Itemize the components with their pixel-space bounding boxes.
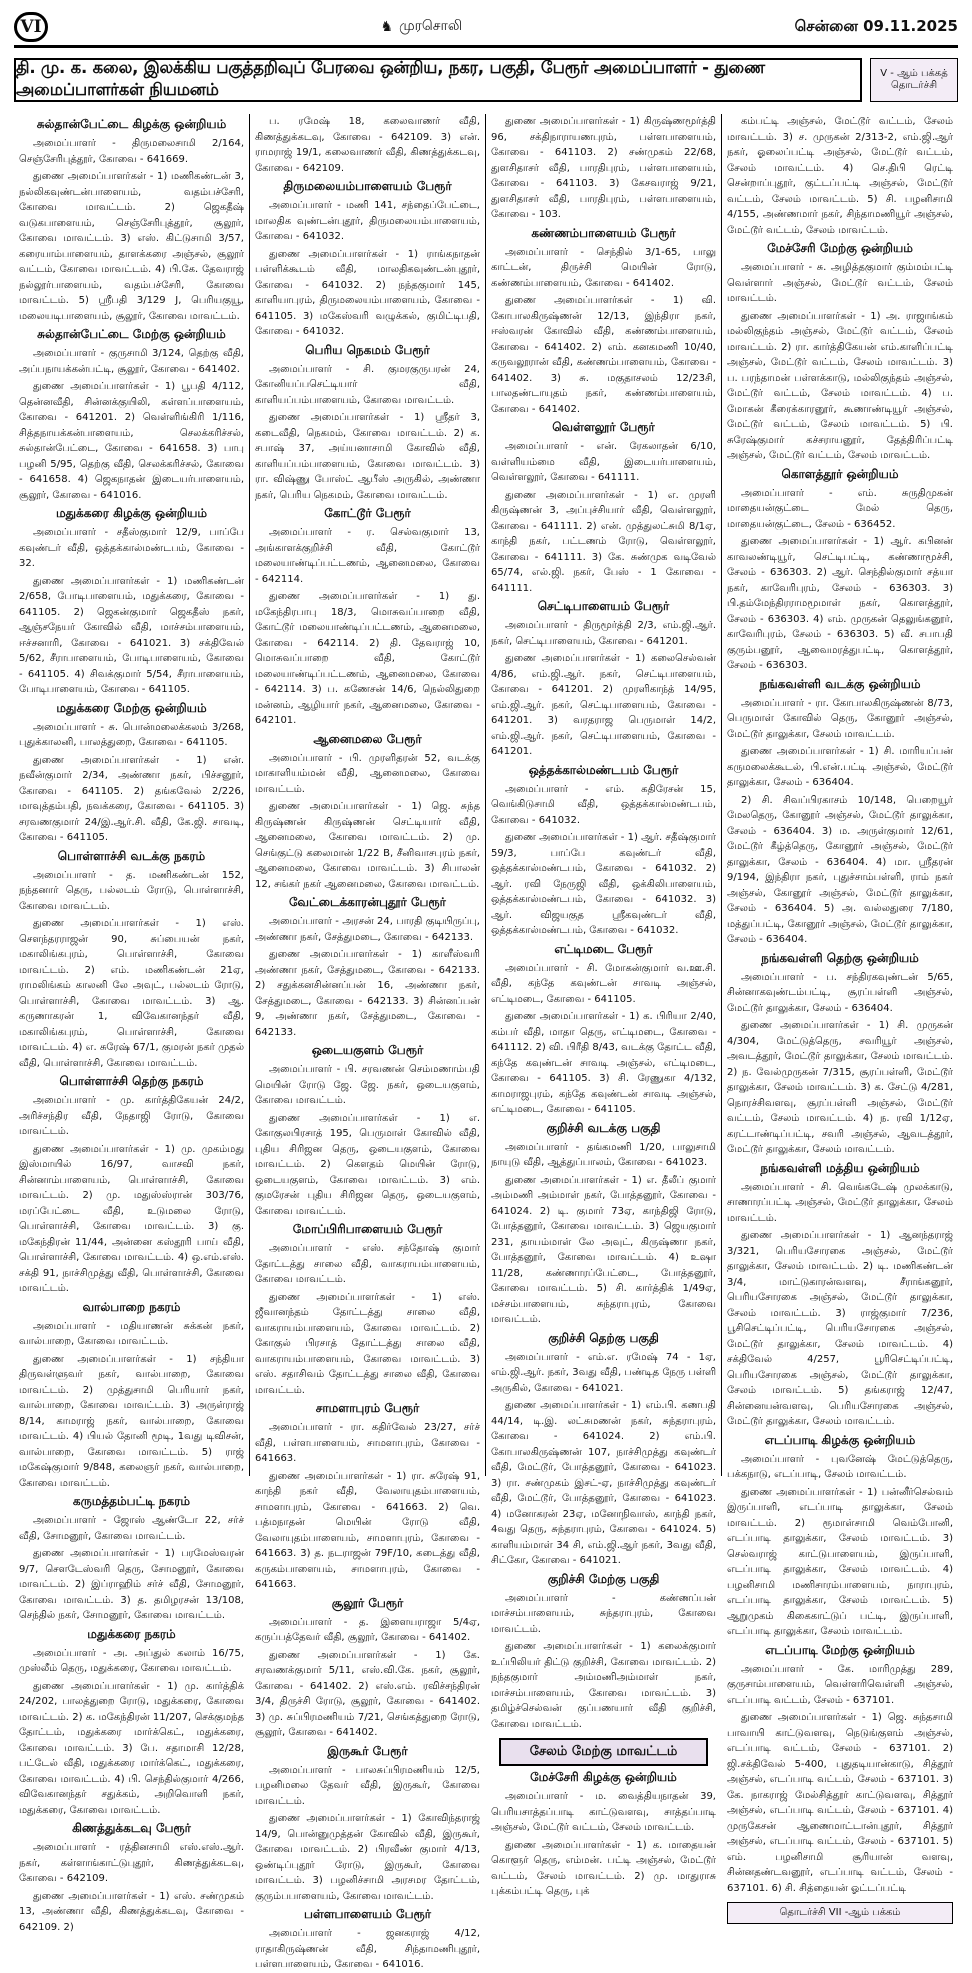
appointment-section xyxy=(491,114,716,223)
appointment-paragraph: துணை அமைப்பாளர்கள் - 1) எம்.பி. கணபதி 44/14, டி.இ. லட்சுமணன் நகர், சுந்தராபுரம், கோவை - 641024. 2) எம்.பி. கோபாலகிருஷ்ணன் 107, நாச்சிமுத்து கவுண்டர் வீதி, மேட்டூர், போத்தனூர், கோவை - 641023. 3) ரா. சண்முகம் இசட்-ஏ, நாச்சிமுத்து கவுண்டர் வீதி, மேட்டூர், போத்தனூர், கோவை - 641023. 4) மனோகரன் 23ஏ, மனோநிவாஸ், காந்தி நகர், 4வது தெரு, சுந்தராபுரம், கோவை - 641024. 5) காளியம்மாள் 34 சி, எம்.ஜி.ஆர் நகர், 3வது வீதி, சிட்கோ, கோவை - 641021. xyxy=(491,1400,716,1566)
appointment-section xyxy=(19,1074,244,1297)
appointment-paragraph: அமைப்பாளர் - ப. சந்திரகவுண்டன் 5/65, சின்னாகவுண்டம்பட்டி, சூரப்பள்ளி அஞ்சல், மேட்டூர் தாலுக்கா, சேலம் - 636404. xyxy=(727,971,953,1014)
appointment-paragraph: துணை அமைப்பாளர்கள் - 1) ஆர். கபினன் காவலண்டியூர், செட்டிபட்டி, கண்ணாமூச்சி, சேலம் - 636303. 2) ஆர். செந்தில்குமார் சத்யா நகர், காவேரிபுரம், சேலம் - 636303. 3) பி.தம்மேந்திரராமமூமாள் நகர், கொளத்தூர், சேலம் - 636303. 4) எம். முருகன் தெலுங்கனூர், காவேரிபுரம், சேலம் - 636303. 5) வீ. சபாபதி குரும்பனூர், ஆவைமரத்துபட்டி, கொளத்தூர், சேலம் - 636303. xyxy=(727,536,953,671)
appointment-section xyxy=(727,951,953,1158)
headline-title: தி. மு. க. கலை, இலக்கிய பகுத்தறிவுப் பேரவை ஒன்றிய, நகர, பகுதி, பேரூர் அமைப்பாளர் - துணை அமைப்பாளர்கள் நியமனம் xyxy=(14,58,862,102)
appointment-section xyxy=(19,1821,244,1935)
appointment-paragraph: துணை அமைப்பாளர்கள் - 1) கே. சரவணக்குமார் 5/11, எஸ்.வி.கே. நகர், சூலூர், கோவை - 641402. 2) எஸ்.எம். ரவிச்சந்திரன் 3/4, திருச்சி ரோடு, சூலூர், கோவை - 641402. 3) மு. சுப்பிரமணியம் 7/21, செங்கத்துறை ரோடு, சூலூர், கோவை - 641402. xyxy=(255,1649,480,1738)
appointment-paragraph: துணை அமைப்பாளர்கள் - 1) கோவிந்தராஜ் 14/9, பொன்னுமுத்தன் கோவில் வீதி, இருகூர், கோவை மாவட்டம். 2) பிரவீண் குமார் 4/13, ஒண்டிப்புதூர் ரோடு, இருகூர், கோவை மாவட்டம். 3) பழனிச்சாமி அரசமர தோட்டம், குரும்பபாளையம், கோவை மாவட்டம். xyxy=(255,1813,480,1902)
masthead xyxy=(14,8,958,48)
column-4 xyxy=(722,114,958,1918)
appointment-paragraph: அமைப்பாளர் - பி. முரளிதரன் 52, வடக்கு மாகாளியம்மன் வீதி, ஆனைமலை, கோவை மாவட்டம். xyxy=(255,752,480,795)
appointment-paragraph: அமைப்பாளர் - புவனேஷ் மேட்டுத்தெரு, பக்கநாடு, எடப்பாடி, சேலம் மாவட்டம். xyxy=(727,1453,953,1480)
section-heading: வேட்டைக்காரன்புதூர் பேரூர் xyxy=(289,895,446,909)
appointment-section xyxy=(255,895,480,1040)
appointment-paragraph: துணை அமைப்பாளர்கள் - 1) மு. கார்த்திக் 24/202, பாலத்துறை ரோடு, மதுக்கரை, கோவை மாவட்டம். 2) க. மகேந்திரன் 11/207, செக்குமந்த தோட்டம், மதுக்கரை மார்க்கெட், மதுக்கரை, கோவை மாவட்டம். 3) பே. சதாமாசி 12/28, பட்டேல் வீதி, மதுக்கரை மார்க்கெட், மதுக்கரை, கோவை மாவட்டம். 4) பி. செந்தில்குமார் 4/266, விவேகானந்தர் சதுக்கம், அறிவொளி நகர், மதுக்கரை, கோவை மாவட்டம். xyxy=(19,1680,244,1816)
section-heading: கருமத்தம்பட்டி நகரம் xyxy=(72,1494,191,1508)
appointment-section xyxy=(255,179,480,340)
appointment-section xyxy=(491,1121,716,1328)
appointment-paragraph: துணை அமைப்பாளர்கள் - 1) கிருஷ்ணமூர்த்தி 96, சக்திநாராயணபுரம், பள்ளபாளையம், கோவை - 641103. 2) சண்முகம் 22/68, துளசிதாசர் வீதி, பாரதிபுரம், பள்ளபாளையம், கோவை - 641103. 3) கேசவராஜ் 9/21, துளசிதாசர் வீதி, பாரதிபுரம், பள்ளபாளையம், கோவை - 103. xyxy=(491,116,716,220)
appointment-section xyxy=(491,599,716,760)
appointment-paragraph: துணை அமைப்பாளர்கள் - 1) என். நவீன்குமார் 2/34, அண்ணா நகர், பிச்சனூர், கோவை - 641105. 2) தங்கவேல் 2/226, மாவுத்தம்பதி, நவக்கரை, கோவை - 641105. 3) சரவணகுமார் 24/இ.ஆர்.சி. வீதி, கே.ஜி. சாவடி, கோவை - 641105. xyxy=(19,754,244,843)
appointment-paragraph: துணை அமைப்பாளர்கள் - 1) மணிகண்டன் 2/658, போடிபாளையம், மதுக்கரை, கோவை - 641105. 2) ஜெகன்குமார் ஜெகதீஸ் நகர், ஆஞ்சநேயர் கோவில் வீதி, மாச்சம்பாளையம், ஈச்சனாரி, கோவை - 641021. 3) சக்திவேல் 5/62, சீராபாளையம், போடிபாளையம், கோவை - 641105. 4) சிவக்குமார் 5/54, சீராபாளையம், போடிபாளையம், கோவை - 641105. xyxy=(19,575,244,695)
paper-title: முரசொலி xyxy=(399,17,463,34)
appointment-paragraph: துணை அமைப்பாளர்கள் - 1) ஜெ. சுந்தசாமி பாவாயி காட்டுவளவு, நெடுங்குளம் அஞ்சல், எடப்பாடி வட்டம், சேலம் - 637101. 2) ஜி.சக்திவேல் 5-400, புதுதடியான்காடு, சித்தூர் அஞ்சல், எடப்பாடி வட்டம், சேலம் - 637101. 3) கே. நாகராஜ் மேல்சித்தூர் காட்டுவளவு, சித்தூர் அஞ்சல், எடப்பாடி வட்டம், சேலம் - 637101. 4) முருகேசன் ஆணைமாட்டான்புதூர், சித்தூர் அஞ்சல், எடப்பாடி வட்டம், சேலம் - 637101. 5) எம். பழனிசாமி சூரியான் வளவு, சின்னதண்டவனூர், எடப்பாடி வட்டம், சேலம் - 637101. 6) சி. சித்தையன் ஓட்டப்பட்டி xyxy=(727,1712,953,1894)
appointment-paragraph: அமைப்பாளர் - மணி 141, சந்தைப்பேட்டை, மாலதிக வுண்டன்புதூர், திருமலையம்பாளையம், கோவை - 641032. xyxy=(255,200,480,242)
paper-logo-icon: ♞ xyxy=(380,18,394,35)
appointment-paragraph: அமைப்பாளர் - எஸ். சந்தோஷ் குமார் தோட்டத்து சாலை வீதி, வாகராயம்பாளையம், கோவை மாவட்டம். xyxy=(255,1243,480,1285)
appointment-section xyxy=(491,1770,716,1900)
section-heading: சுல்தான்பேட்டை மேற்கு ஒன்றியம் xyxy=(37,327,226,341)
appointment-section xyxy=(491,942,716,1118)
appointment-paragraph: துணை அமைப்பாளர்கள் - 1) ஆனந்தராஜ் 3/321, பெரியசோரகை அஞ்சல், மேட்டூர் தாலுக்கா, சேலம் மாவட்டம். 2) டி. மணிகண்டன் 3/4, மாட்டுகாரன்வளவு, சீராங்கனூர், பெரியசோரகை அஞ்சல், மேட்டூர் தாலுக்கா, சேலம் மாவட்டம். 3) ராஜ்குமார் 7/236, பூசிசெட்டிப்பட்டி, பெரியசோரகை அஞ்சல், மேட்டூர் தாலுக்கா, சேலம் மாவட்டம். 4) சக்திவேல் 4/257, பூரிசெட்டிப்பட்டி, பெரியசோரகை அஞ்சல், மேட்டூர் தாலுக்கா, சேலம் மாவட்டம். 5) தங்கராஜ் 12/47, சின்னையன்வளவு, பெரியசோரகை அஞ்சல், மேட்டூர் தாலுக்கா, சேலம் மாவட்டம். xyxy=(727,1230,953,1427)
headline-row xyxy=(14,54,958,106)
appointment-paragraph: அமைப்பாளர் - ம. வைத்தியநாதன் 39, பெரியசாத்தப்பாடி காட்டுவளவு, சாத்தப்பாடி அஞ்சல், மேட்டூர் வட்டம், சேலம் மாவட்டம். xyxy=(491,1791,716,1833)
section-heading: இருகூர் பேரூர் xyxy=(327,1743,408,1758)
appointment-section xyxy=(255,1401,480,1593)
appointment-paragraph: அமைப்பாளர் - சு. பொன்மலைக்கலம் 3/268, புதுக்காலனி, பாலத்துறை, கோவை - 641105. xyxy=(19,721,244,748)
appointment-paragraph: 2) சி. சிவப்பிரகாசம் 10/148, பெறையூர் மேலதெரு, கோனூர் அஞ்சல், மேட்டூர் தாலுக்கா, சேலம் - 636404. 3) ம. அருள்குமார் 12/61, மேட்டூர் கீழ்த்தெரு, கோனூர் அஞ்சல், மேட்டூர் தாலுக்கா, சேலம் - 636404. 4) மா. ஸ்ரீதரன் 9/194, இந்திரா நகர், புதுச்சாம்பள்ளி, ராம் நகர் அஞ்சல், கோனூர் அஞ்சல், மேட்டூர் தாலுக்கா, சேலம் - 636404. 5) அ. வல்லதுரை 7/180, மத்துப்பட்டி, கோனூர் அஞ்சல், மேட்டூர் தாலுக்கா, சேலம் - 636404. xyxy=(727,794,953,945)
appointment-section xyxy=(727,467,953,674)
section-heading: ஆனைமலை பேரூர் xyxy=(313,731,422,746)
appointment-section xyxy=(19,1627,244,1819)
continuation-line-1: V - ஆம் பக்கத் xyxy=(880,68,948,79)
section-heading: மேச்சேரி கிழக்கு ஒன்றியம் xyxy=(530,1770,677,1784)
continuation-footer: தொடர்ச்சி VII -ஆம் பக்கம் xyxy=(727,1902,953,1924)
appointment-paragraph: துணை அமைப்பாளர்கள் - 1) க. பிரியா 2/40, கம்பர் வீதி, மாதா தெரு, எட்டிமடை, கோவை - 641112. 2) வி. பிரீதி 8/43, வடக்கு தோட்ட வீதி, கந்தே கவுண்டன் சாவடி அஞ்சல், எட்டிமடை, கோவை - 641105. 3) சி. ரேணுகா 4/132, காமராஜபுரம், கந்தே கவுண்டன் சாவடி அஞ்சல், எட்டிமடை, கோவை - 641105. xyxy=(491,1011,716,1115)
section-heading: மதுக்கரை நகரம் xyxy=(87,1626,176,1641)
appointment-paragraph: அமைப்பாளர் - செந்தில் 3/1-65, பாலு காட்டன், திருச்சி மெயின் ரோடு, கண்ணம்பாளையம், கோவை - 641402. xyxy=(491,246,716,289)
section-heading: நங்கவள்ளி வடக்கு ஒன்றியம் xyxy=(759,676,921,691)
appointment-paragraph: அமைப்பாளர் - ஜனகராஜ் 4/12, ராதாகிருஷ்ணன் வீதி, சிந்தாமணிபுதூர், பள்ளபாளையம், கோவை - 641016. xyxy=(255,1928,480,1970)
appointment-paragraph: துணை அமைப்பாளர்கள் - 1) எஸ். ஜீவானந்தம் தோட்டத்து சாலை வீதி, வாகராயம்பாளையம், கோவை மாவட்டம். 2) கோகுல் பிரசாத் தோட்டத்து சாலை வீதி, வாகராயம்பாளையம், கோவை மாவட்டம். 3) எஸ். சதாசிவம் தோட்டத்து சாலை வீதி, கோவை மாவட்டம். xyxy=(255,1291,480,1396)
appointment-section xyxy=(19,327,244,503)
appointment-section xyxy=(255,343,480,504)
appointment-paragraph: துணை அமைப்பாளர்கள் - 1) மணிகண்டன் 3, நல்லிகவுண்டன்பாளையம், வதம்பச்சேரி, கோவை மாவட்டம். 2) ஜெகதீஷ் வடுகபாளையம், செஞ்சேரிபுத்தூர், சூலூர், கோவை மாவட்டம். 3) எஸ். கிட்டுசாமி 3/57, கரையாம்பாளையம், தாளக்கரை அஞ்சல், சூலூர் வட்டம், கோவை மாவட்டம். 4) பி.கே. தேவராஜ் நல்லூர்பாளையம், வதம்பச்சேரி, கோவை மாவட்டம். 5) ஸ்ரீபதி 3/129 J, பெரியகுயூ, மலையடிபாளையம், சூலூர், கோவை மாவட்டம். xyxy=(19,171,244,322)
appointment-paragraph: அமைப்பாளர் - அ. அப்துல் கலாம் 16/75, முஸ்லீம் தெரு, மதுக்கரை, கோவை மாவட்டம். xyxy=(19,1647,244,1674)
appointment-section xyxy=(19,1300,244,1492)
appointment-section xyxy=(19,506,244,698)
appointment-paragraph: துணை அமைப்பாளர்கள் - 1) காளீஸ்வரி அண்ணா நகர், சேத்துமடை, கோவை - 642133. 2) சதுக்கனசின்னப்பன் 16, அண்ணா நகர், சேத்துமடை, கோவை - 642133. 3) சின்னப்பன் 9, அண்ணா நகர், சேத்துமடை, கோவை - 642133. xyxy=(255,949,480,1038)
section-heading: பொள்ளாச்சி தெற்கு நகரம் xyxy=(59,1074,204,1088)
appointment-paragraph: துணை அமைப்பாளர்கள் - 1) ஜெ. சுந்த கிருஷ்ணன் கிருஷ்ணன் செட்டியார் வீதி, ஆனைமலை, கோவை மாவட்டம். 2) மு. செங்குட்டு கலைமான் 1/22 B, சீனிவாசபுரம் நகர், ஆனைமலை, கோவை மாவட்டம். 3) சிபாலன் 12, சங்கர் நகர் ஆனைமலை, கோவை மாவட்டம். xyxy=(255,801,480,890)
section-heading: பள்ளபாளையம் பேரூர் xyxy=(303,1907,432,1921)
section-heading: குறிச்சி மேற்கு பகுதி xyxy=(547,1571,660,1586)
section-heading: மதுக்கரை கிழக்கு ஒன்றியம் xyxy=(55,506,208,520)
section-heading: மதுக்கரை மேற்கு ஒன்றியம் xyxy=(56,700,207,715)
section-heading: ஒடையகுளம் பேரூர் xyxy=(311,1043,424,1057)
appointment-paragraph: அமைப்பாளர் - கே. மாரிமுத்து 289, குருசாம்பாளையம், வெள்ளரிவெள்ளி அஞ்சல், எடப்பாடி வட்டம், சேலம் - 637101. xyxy=(727,1663,953,1706)
appointment-section xyxy=(255,1043,480,1219)
section-heading: கிணத்துக்கடவு பேரூர் xyxy=(72,1821,191,1835)
appointment-paragraph: ப. ரமேஷ் 18, கலைவாணர் வீதி, கிணத்துக்கடவு, கோவை - 642109. 3) என். ராமராஜ் 19/1, கலைவாணர் வீதி, கிணத்துக்கடவு, கோவை - 642109. xyxy=(255,116,480,174)
appointment-paragraph: அமைப்பாளர் - தங்கமணி 1/20, பாலுசாமி நாயுடு வீதி, ஆத்துப்பாலம், கோவை - 641023. xyxy=(491,1141,716,1168)
section-heading: எட்டிமடை பேரூர் xyxy=(554,941,653,956)
appointment-section xyxy=(727,677,953,948)
appointment-paragraph: துணை அமைப்பாளர்கள் - 1) க. மாதையன் கொளூர் தெரு, எம்மன். பட்டி அஞ்சல், மேட்டூர் வட்டம், சேலம் மாவட்டம். 2) மு. மாதுராசு புக்கம்பட்டி தெரு, புக் xyxy=(491,1839,716,1897)
section-heading: கண்ணம்பாளையம் பேரூர் xyxy=(531,225,676,240)
section-heading: எடப்பாடி மேற்கு ஒன்றியம் xyxy=(765,1642,915,1657)
appointment-section xyxy=(727,114,953,238)
appointment-section xyxy=(19,1494,244,1624)
appointment-paragraph: கம்பட்டி அஞ்சல், மேட்டூர் வட்டம், சேலம் மாவட்டம். 3) ச. முருகன் 2/313-2, எம்.ஜி.ஆர் நகர், ஓலைப்பட்டி அஞ்சல், மேட்டூர் வட்டம், சேலம் மாவட்டம். 4) செ.திபி ரெட்டி சென்றாப்புதூர், குட்டப்பட்டி அஞ்சல், மேட்டூர் வட்டம், சேலம் மாவட்டம். 5) சி. பழனிசாமி 4/155, அண்ணமார் நகர், சிந்தாமணியூர் அஞ்சல், மேட்டூர் வட்டம், சேலம் மாவட்டம். xyxy=(727,116,953,236)
appointment-section xyxy=(491,420,716,596)
section-heading: வால்பாறை நகரம் xyxy=(82,1299,181,1314)
appointment-paragraph: அமைப்பாளர் - ரா. கோபாலகிருஷ்ணன் 8/73, பெருமாள் கோவில் தெரு, கோனூர் அஞ்சல், மேட்டூர் தாலுக்கா, சேலம் மாவட்டம். xyxy=(727,697,953,740)
appointment-paragraph: துணை அமைப்பாளர்கள் - 1) அ. ராஜாங்கம் மல்லிகுந்தம் அஞ்சல், மேட்டூர் வட்டம், சேலம் மாவட்டம். 2) ரா. கார்த்திகேயன் எம்.காளிப்பட்டி அஞ்சல், மேட்டூர் வட்டம், சேலம் மாவட்டம். 3) ப. பரந்தாமன் பள்ளக்காடு, மல்லிகுந்தம் அஞ்சல், மேட்டூர் வட்டம், சேலம் மாவட்டம். 4) ப. மோகன் கீரைக்காரனூர், கூணாண்டியூர் அஞ்சல், மேட்டூர் வட்டம், சேலம் மாவட்டம். 5) பி. சுரேஷ்குமார் கச்சராயனூர், தேத்திரிப்பட்டி அஞ்சல், மேட்டூர் வட்டம், சேலம் மாவட்டம். xyxy=(727,310,953,461)
appointment-paragraph: துணை அமைப்பாளர்கள் - 1) பூபதி 4/112, தென்னவீதி, சின்னக்குயிலி, கள்ளப்பாளையம், கோவை - 641201. 2) வெள்ளிங்கிரி 1/116, சித்தநாயக்கன்பாளையம், செலக்கரிச்சல், சுல்தான்பேட்டை, கோவை - 641658. 3) பாபு பழனி 5/95, தெற்கு வீதி, செலக்கரிச்சல், கோவை - 641658. 4) ஜெகநாதன் இடையர்பாளையம், சூலூர், கோவை - 641016. xyxy=(19,381,244,501)
appointment-paragraph: அமைப்பாளர் - பாலசுப்பிரமணியம் 12/5, பழனிமலை தேவர் வீதி, இருகூர், கோவை மாவட்டம். xyxy=(255,1764,480,1807)
appointment-paragraph: துணை அமைப்பாளர்கள் - 1) ஸ்ரீதர் 3, கடைவீதி, நெகமம், கோவை மாவட்டம். 2) க. சபாஷ் 37, அய்யனாசாமி கோவில் வீதி, காளியப்பம்பாளையம், கோவை மாவட்டம். 3) ரா. விஷ்ணு போஸ்ட் ஆபீஸ் அருகில், அண்ணா நகர், பெரிய நெகமம், கோவை மாவட்டம். xyxy=(255,412,480,501)
appointment-section xyxy=(19,849,244,1072)
appointment-section xyxy=(19,117,244,324)
section-heading: எடப்பாடி கிழக்கு ஒன்றியம் xyxy=(764,1432,916,1447)
appointment-paragraph: அமைப்பாளர் - கண்ணப்பன் மாச்சம்பாளையம், சுந்தராபுரம், கோவை மாவட்டம். xyxy=(491,1592,716,1635)
appointment-paragraph: அமைப்பாளர் - மதியாணன் சுக்கன் நகர், வால்பாறை, கோவை மாவட்டம். xyxy=(19,1320,244,1347)
page-number-badge: VI xyxy=(14,12,48,42)
column-1 xyxy=(14,114,250,1933)
section-heading: சூலூர் பேரூர் xyxy=(331,1595,404,1610)
appointment-paragraph: துணை அமைப்பாளர்கள் - 1) கலைசெல்வன் 4/86, எம்.ஜி.ஆர். நகர், செட்டிபாளையம், கோவை - 641201. 2) முரளிகாந்த் 14/95, எம்.ஜி.ஆர். நகர், செட்டிபாளையம், கோவை - 641201. 3) வரதராஜ பெருமாள் 14/2, எம்.ஜி.ஆர். நகர், செட்டிபாளையம், கோவை - 641201. xyxy=(491,653,716,757)
appointment-paragraph: துணை அமைப்பாளர்கள் - 1) மு. முகம்மது இஸ்மாயில் 16/97, வாசவி நகர், சின்னாம்பாளையம், பொள்ளாச்சி, கோவை மாவட்டம். 2) மு. மதுஸ்ஸ்ரான் 303/76, மரப்பேட்டை வீதி, உடுமலை ரோடு, பொள்ளாச்சி, கோவை மாவட்டம். 3) கு. மகேந்திரன் 11/44, அன்னை கஸ்தூரி பாய் வீதி, பொள்ளாச்சி, கோவை மாவட்டம். 4) ஒ.எம்.எஸ். சக்தி 91, நாச்சிமுத்து வீதி, பொள்ளாச்சி, கோவை மாவட்டம். xyxy=(19,1143,244,1294)
section-heading: நங்கவள்ளி தெற்கு ஒன்றியம் xyxy=(761,950,919,965)
section-heading: செட்டிபாளையம் பேரூர் xyxy=(537,599,670,613)
appointment-paragraph: அமைப்பாளர் - திருமூர்த்தி 2/3, எம்.ஜி.ஆர். நகர், செட்டிபாளையம், கோவை - 641201. xyxy=(491,620,716,647)
appointment-paragraph: அமைப்பாளர் - அரசன் 24, பாரதி குடியிருப்பு, அண்ணா நகர், சேத்துமடை, கோவை - 642133. xyxy=(255,916,480,943)
appointment-section xyxy=(491,763,716,939)
section-heading: பெரிய நெகமம் பேரூர் xyxy=(305,342,430,357)
appointment-paragraph: அமைப்பாளர் - சு. அழித்தகுமார் கும்மம்பட்டி வெள்ளார் அஞ்சல், மேட்டூர் வட்டம், சேலம் மாவட்டம். xyxy=(727,262,953,304)
appointment-section xyxy=(19,701,244,846)
appointment-paragraph: துணை அமைப்பாளர்கள் - 1) து. மகேந்திரபாபு 18/3, மொசுவப்பாறை வீதி, கோட்டூர் மலையாண்டிப்பட்டணம், ஆனைமலை, கோவை - 642114. 2) தி. தேவராஜ் 10, மொசுவப்பாறை வீதி, கோட்டூர் மலையாண்டிப்பட்டணம், ஆனைமலை, கோவை - 642114. 3) ப. கணேசன் 14/6, நெல்லிதுறை மன்னம், ஆழியார் நகர், ஆனைமலை, கோவை - 642101. xyxy=(255,591,480,726)
appointment-paragraph: அமைப்பாளர் - எம். சுருதிமுகன் மாதையன்குட்டை மேல் தெரு, மாதையன்குட்டை, சேலம் - 636452. xyxy=(727,487,953,530)
section-heading: கொளத்தூர் ஒன்றியம் xyxy=(781,466,899,481)
article-columns xyxy=(14,114,958,1970)
appointment-paragraph: துணை அமைப்பாளர்கள் - 1) சி. முருகன் 4/304, மேட்டுத்தெரு, சவரியூர் அஞ்சல், அவடத்தூர், மேட்டூர் தாலுக்கா, சேலம் மாவட்டம். 2) ந. வேல்முருகன் 7/315, சூரப்பள்ளி, மேட்டூர் தாலுக்கா, சேலம் மாவட்டம். 3) க. சேட்டு 4/281, நொரச்சிவளவு, சூரப்பள்ளி அஞ்சல், மேட்டூர் வட்டம், சேலம் மாவட்டம். 4) ந. ரவி 1/12ஏ, கரட்டாண்டிப்பட்டி, சவரி அஞ்சல், ஆவடத்தூர், மேட்டூர் தாலுக்கா, சேலம் மாவட்டம். xyxy=(727,1020,953,1155)
appointment-paragraph: துணை அமைப்பாளர்கள் - 1) எஸ். சண்முகம் 13, அண்ணா வீதி, கிணத்துக்கடவு, கோவை - 642109. 2) xyxy=(19,1890,244,1933)
section-heading: சாமளாபுரம் பேரூர் xyxy=(315,1401,420,1415)
appointment-section xyxy=(727,1161,953,1430)
section-heading: ஒத்தக்கால்மண்டபம் பேரூர் xyxy=(528,762,679,777)
appointment-paragraph: அமைப்பாளர் - த. இளையராஜா 5/4ஏ, கருப்பத்தேவர் வீதி, சூலூர், கோவை - 641402. xyxy=(255,1616,480,1643)
appointment-section xyxy=(255,1596,480,1741)
appointment-paragraph: அமைப்பாளர் - சதீஸ்குமார் 12/9, பாப்பே கவுண்டர் வீதி, ஒத்தக்கால்மண்டபம், கோவை - 32. xyxy=(19,527,244,569)
appointment-paragraph: அமைப்பாளர் - திருமலைசாமி 2/164, செஞ்சேரிபுத்தூர், கோவை - 641669. xyxy=(19,138,244,165)
column-3 xyxy=(486,114,722,1897)
district-heading-box: சேலம் மேற்கு மாவட்டம் xyxy=(499,1738,708,1766)
appointment-paragraph: அமைப்பாளர் - மு. கார்த்திகேயன் 24/2, அரிச்சந்திர வீதி, நேதாஜி ரோடு, கோவை மாவட்டம். xyxy=(19,1095,244,1137)
appointment-section xyxy=(255,506,480,729)
appointment-section xyxy=(727,1433,953,1640)
continuation-note xyxy=(870,58,958,102)
appointment-paragraph: அமைப்பாளர் - ஜோஸ் ஆண்டோ 22, சர்ச் வீதி, சோமனூர், கோவை மாவட்டம். xyxy=(19,1515,244,1542)
appointment-paragraph: துணை அமைப்பாளர்கள் - 1) ராங்கநாதன் பள்ளிக்கூடம் வீதி, மாலதிகவுண்டன்புதூர், கோவை - 641032. 2) நந்தகுமார் 145, காளியாபுரம், திருமலையம்பாளையம், கோவை - 641105. 3) மகேஸ்வரி வழுக்கல், குமிட்டிபதி, கோவை - 641032. xyxy=(255,248,480,337)
appointment-section xyxy=(491,1331,716,1569)
appointment-paragraph: துணை அமைப்பாளர்கள் - 1) ரா. சுரேஷ் 91, காந்தி நகர் வீதி, வேலாயுதம்பாளையம், சாமளாபுரம், கோவை - 641663. 2) வெ. பத்மநாதன் மெயின் ரோடு வீதி, வேலாயுதம்பாளையம், சாமளாபுரம், கோவை - 641663. 3) த. நடராஜன் 79F/10, கடைத்து வீதி, கருகம்பாளையம், சாமளாபுரம், கோவை - 641663. xyxy=(255,1470,480,1590)
appointment-section xyxy=(727,1643,953,1897)
appointment-section xyxy=(255,114,480,176)
appointment-section xyxy=(255,1744,480,1905)
appointment-paragraph: துணை அமைப்பாளர்கள் - 1) சி. மாரியப்பன் கருமலைக்கூடல், பி.என்.பட்டி அஞ்சல், மேட்டூர் தாலுக்கா, சேலம் - 636404. xyxy=(727,746,953,788)
city-date: சென்னை 09.11.2025 xyxy=(794,16,958,35)
continuation-line-2: தொடர்ச்சி xyxy=(890,80,938,91)
appointment-paragraph: அமைப்பாளர் - பி. சரவணன் செம்மணாம்பதி மெயின் ரோடு ஜே. ஜே. நகர், ஒடையகுளம், கோவை மாவட்டம். xyxy=(255,1064,480,1106)
appointment-paragraph: அமைப்பாளர் - குருசாமி 3/124, தெற்கு வீதி, அப்பநாயக்கன்பட்டி, சூலூர், கோவை - 641402. xyxy=(19,348,244,375)
appointment-paragraph: அமைப்பாளர் - சி. குமரகுருபரன் 24, கோனியப்பசெட்டியார் வீதி, காளியப்பம்பாளையம், கோவை மாவட்டம். xyxy=(255,363,480,406)
appointment-paragraph: துணை அமைப்பாளர்கள் - 1) பரமேஸ்வரன் 9/7, செளடேஸ்வரி தெரு, சோமனூர், கோவை மாவட்டம். 2) இப்ராஹிம் சர்ச் வீதி, சோமனூர், கோவை மாவட்டம். 3) த. தமிழரசன் 13/108, செந்தில் நகர், சோமனூர், கோவை மாவட்டம். xyxy=(19,1548,244,1621)
section-heading: கோட்டூர் பேரூர் xyxy=(324,506,411,520)
appointment-paragraph: அமைப்பாளர் - ரா. கதிர்வேல் 23/27, சர்ச் வீதி, பள்ளபாளையம், சாமளாபுரம், கோவை - 641663. xyxy=(255,1422,480,1464)
section-heading: மோப்பிரிபாளையம் பேரூர் xyxy=(292,1222,443,1236)
appointment-paragraph: துணை அமைப்பாளர்கள் - 1) ஆர். சதீஷ்குமார் 59/3, பாப்பே கவுண்டர் வீதி, ஒத்தக்கால்மண்டபம், கோவை - 641032. 2) ஆர். ரவி நேருஜி வீதி, ஒக்கிலிபாளையம், ஒத்தக்கால்மண்டபம், கோவை - 641032. 3) ஆர். விஜயகுத ஸ்ரீகவுண்டர் வீதி, ஒத்தக்கால்மண்டபம், கோவை - 641032. xyxy=(491,832,716,936)
section-heading: குறிச்சி தெற்கு பகுதி xyxy=(548,1330,659,1345)
appointment-paragraph: அமைப்பாளர் - எம்.எ. ரமேஷ் 74 - 1ஏ, எம்.ஜி.ஆர். நகர், 3வது வீதி, பண்டித நேரு பள்ளி அருகில், கோவை - 641021. xyxy=(491,1351,716,1394)
appointment-paragraph: துணை அமைப்பாளர்கள் - 1) எஸ். செளந்தரராஜன் 90, சுப்பையன் நகர், மகாலிங்கபுரம், பொள்ளாச்சி, கோவை மாவட்டம். 2) எம். மணிகண்டன் 21ஏ, ராமலிங்கம் காலனி லே அவுட், பல்லடம் ரோடு, பொள்ளாச்சி, கோவை மாவட்டம். 3) ஆ. கருணாகரன் 1, விவேகானந்தர் வீதி, மகாலிங்கபுரம், பொள்ளாச்சி, கோவை மாவட்டம். 4) எ. சுரேஷ் 67/1, குமரன் நகர் முதல் வீதி, பொள்ளாச்சி, கோவை மாவட்டம். xyxy=(19,918,244,1069)
appointment-section xyxy=(727,241,953,464)
appointment-paragraph: துணை அமைப்பாளர்கள் - 1) எ. கோகுலபிரசாத் 195, பெருமாள் கோவில் வீதி, புதிய சிரிஜன தெரு, ஒடையகுளம், கோவை மாவட்டம். 2) கெளதம் மெயின் ரோடு, ஒடையகுளம், கோவை மாவட்டம். 3) எம். குமரேசன் புதிய சிரிஜன தெரு, ஒடையகுளம், கோவை மாவட்டம். xyxy=(255,1112,480,1217)
appointment-paragraph: துணை அமைப்பாளர்கள் - 1) எ. முரளி கிருஷ்ணன் 3, அப்புச்சியார் வீதி, வெள்ளலூர், கோவை - 641111. 2) என். முத்துலட்சுமி 8/1ஏ, காந்தி நகர், பட்டணம் ரோடு, வெள்ளலூர், கோவை - 641111. 3) கே. சுண்முக வடிவேல் 65/74, எல்.ஜி. நகர், பேஸ் - 1 கோவை - 641111. xyxy=(491,489,716,594)
section-heading: மேச்சேரி மேற்கு ஒன்றியம் xyxy=(767,241,913,255)
appointment-paragraph: அமைப்பாளர் - சி. வெங்கடேஷ் முலக்காடு, சாணாரப்பட்டி அஞ்சல், மேட்டூர் தாலுக்கா, சேலம் மாவட்டம். xyxy=(727,1181,953,1224)
appointment-paragraph: துணை அமைப்பாளர்கள் - 1) பன்னீர்செல்வம் இருப்பாளி, எடப்பாடி தாலுக்கா, சேலம் மாவட்டம். 2) ரூமாள்சாமி வெம்போனி, எடப்பாடி தாலுக்கா, சேலம் மாவட்டம். 3) செல்வராஜ் காட்டுபாளையம், இருப்பாளி, எடப்பாடி தாலுக்கா, சேலம் மாவட்டம். 4) பழனிசாமி மணிசாரம்பாளையம், நாராபுரம், எடப்பாடி தாலுக்கா, சேலம் மாவட்டம். 5) ஆறுமுகம் கிகைகாட்டுப் பட்டி, இருப்பாளி, எடப்பாடி தாலுக்கா, சேலம் மாவட்டம். xyxy=(727,1486,953,1637)
section-heading: வெள்ளலூர் பேரூர் xyxy=(552,420,655,434)
section-heading: சுல்தான்பேட்டை கிழக்கு ஒன்றியம் xyxy=(36,117,227,131)
appointment-paragraph: துணை அமைப்பாளர்கள் - 1) சந்தியா திருவள்ளுவர் நகர், வால்பாறை, கோவை மாவட்டம். 2) முத்துசாமி பெரியார் நகர், வால்பாறை, கோவை மாவட்டம். 3) அருள்ராஜ் 8/14, காமராஜ் நகர், வால்பாறை, கோவை மாவட்டம். 4) பியல் தோனி மூடி, 1வது டிவிசன், வால்பாறை, கோவை மாவட்டம். 5) ராஜ் மகேஷ்குமார் 9/848, கலைஞர் நகர், வால்பாறை, கோவை மாவட்டம். xyxy=(19,1353,244,1489)
appointment-section xyxy=(491,226,716,418)
paper-name xyxy=(48,18,795,36)
appointment-paragraph: அமைப்பாளர் - என். ரேகலாதன் 6/10, வள்ளியம்மை வீதி, இடையர்பாளையம், வெள்ளலூர், கோவை - 641111. xyxy=(491,441,716,483)
column-2 xyxy=(250,114,486,1970)
appointment-paragraph: அமைப்பாளர் - த. மணிகண்டன் 152, நந்தனார் தெரு, பல்லடம் ரோடு, பொள்ளாச்சி, கோவை மாவட்டம். xyxy=(19,869,244,912)
appointment-paragraph: துணை அமைப்பாளர்கள் - 1) வி. கோபாலகிருஷ்ணன் 12/13, இந்திரா நகர், ஈஸ்வரன் கோவில் வீதி, கண்ணம்பாளையம், கோவை - 641402. 2) எம். கனகமணி 10/40, கருவலூரான் வீதி, கண்ணம்பாளையம், கோவை - 641402. 3) சு. மகுதாசலம் 12/23சி, பாலதண்டாயுதம் நகர், கண்ணம்பாளையம், கோவை - 641402. xyxy=(491,295,716,415)
section-heading: நங்கவள்ளி மத்திய ஒன்றியம் xyxy=(760,1160,920,1175)
appointment-section xyxy=(255,732,480,893)
section-heading: திருமலையம்பாளையம் பேரூர் xyxy=(283,179,452,193)
section-heading: குறிச்சி வடக்கு பகுதி xyxy=(546,1120,661,1135)
appointment-paragraph: துணை அமைப்பாளர்கள் - 1) எ. தீலீப் குமார் அம்மணி அம்மாள் நகர், போத்தனூர், கோவை - 641024. 2) டி. குமார் 73ஏ, காந்திஜி ரோடு, போத்தனூர், கோவை மாவட்டம். 3) ஜெயகுமார் 231, தாயம்மாள் லே அவுட், கிருஷ்ணா நகர், போத்தனூர், கோவை மாவட்டம். 4) உஷா 11/28, கண்ணாரப்பேட்டை, போத்தனூர், கோவை மாவட்டம். 5) சி. கார்த்திக் 1/49ஏ, மச்சம்பாளையம், சுந்தராபுரம், கோவை மாவட்டம். xyxy=(491,1174,716,1325)
appointment-paragraph: அமைப்பாளர் - எம். கதிரேசன் 15, வெங்கிடுசாமி வீதி, ஒத்தக்கால்மண்டபம், கோவை - 641032. xyxy=(491,783,716,826)
appointment-paragraph: அமைப்பாளர் - ரத்தினசாமி எஸ்.எஸ்.ஆர். நகர், கள்ளாங்காட்டுபுதூர், கிணத்துக்கடவு, கோவை - 642109. xyxy=(19,1842,244,1884)
appointment-section xyxy=(491,1572,716,1733)
appointment-section xyxy=(255,1222,480,1398)
appointment-paragraph: அமைப்பாளர் - சி. மோகன்குமார் வ.ஊ.சி. வீதி, கந்தே கவுண்டன் சாவடி அஞ்சல், எட்டிமடை, கோவை - 641105. xyxy=(491,962,716,1005)
section-heading: பொள்ளாச்சி வடக்கு நகரம் xyxy=(57,848,206,863)
appointment-paragraph: அமைப்பாளர் - ர. செல்வகுமார் 13, அங்காளக்குறிச்சி வீதி, கோட்டூர் மலையாண்டிப்பட்டணம், ஆனைமலை, கோவை - 642114. xyxy=(255,527,480,585)
appointment-paragraph: துணை அமைப்பாளர்கள் - 1) கலைக்குமார் உப்பிலியர் திட்டு குறிச்சி, கோவை மாவட்டம். 2) நந்தகுமார் அம்மணிஅம்மாள் நகர், மாச்சம்பாளையம், கோவை மாவட்டம். 3) தமிழ்ச்செல்வன் குப்பணயார் வீதி குறிச்சி, கோவை மாவட்டம். xyxy=(491,1641,716,1730)
appointment-section xyxy=(255,1907,480,1973)
